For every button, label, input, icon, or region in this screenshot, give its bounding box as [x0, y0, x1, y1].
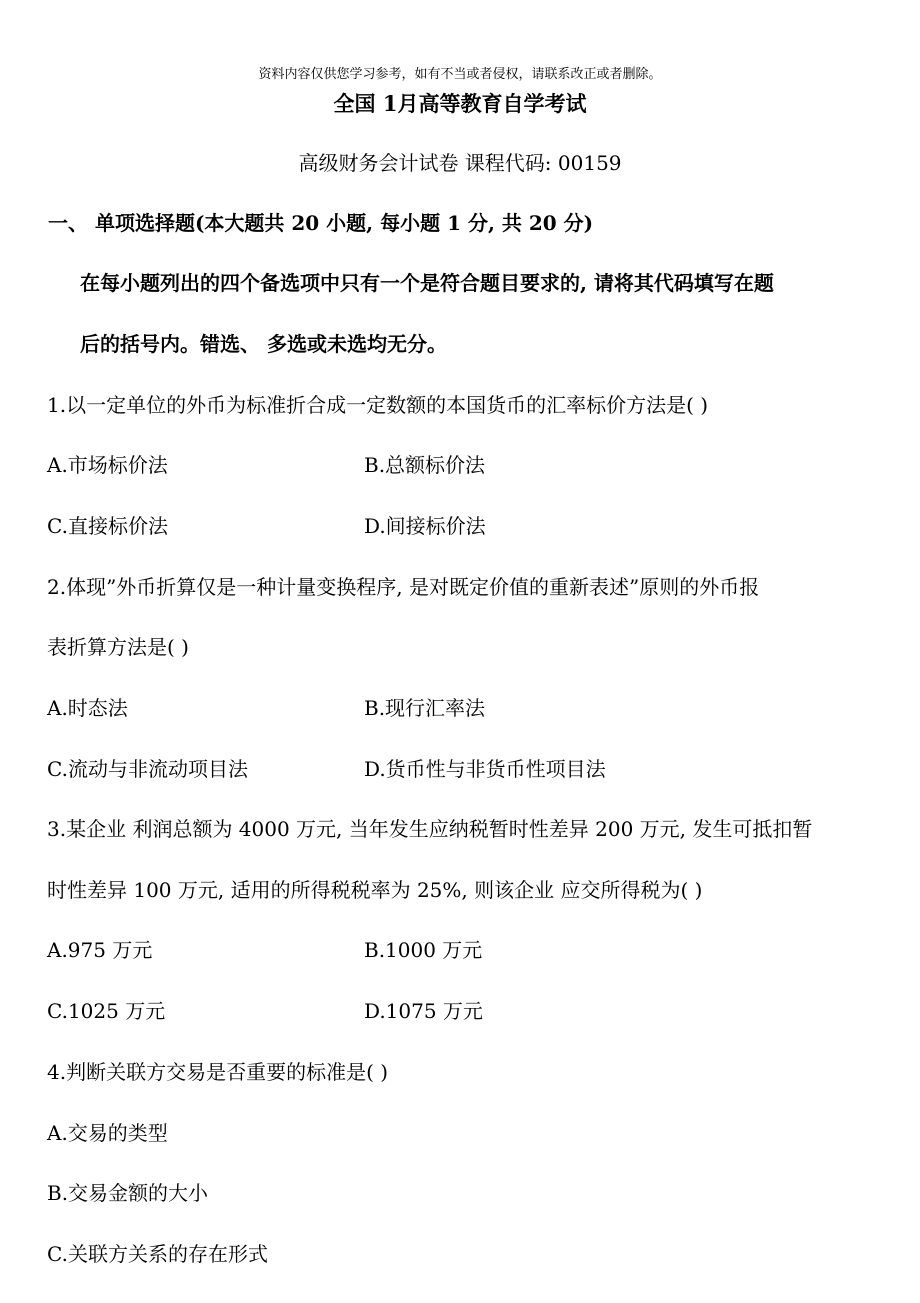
question-3-option-a: A.975 万元	[47, 938, 153, 962]
question-3-stem-line1: 3.某企业 利润总额为 4000 万元, 当年发生应纳税暂时性差异 200 万元, 发生可抵扣暂	[47, 817, 813, 841]
question-2-stem-line1: 2.体现”外币折算仅是一种计量变换程序, 是对既定价值的重新表述”原则的外币报	[47, 575, 760, 599]
exam-subtitle: 高级财务会计试卷 课程代码: 00159	[298, 151, 622, 175]
question-2-option-a: A.时态法	[47, 696, 128, 720]
question-2-option-c: C.流动与非流动项目法	[47, 757, 248, 781]
question-2-option-d: D.货币性与非货币性项目法	[364, 757, 606, 781]
question-1-option-c: C.直接标价法	[47, 514, 168, 538]
question-4-stem: 4.判断关联方交易是否重要的标准是( )	[47, 1060, 389, 1084]
question-3-option-b: B.1000 万元	[364, 938, 483, 962]
section-heading: 一、 单项选择题(本大题共 20 小题, 每小题 1 分, 共 20 分)	[48, 211, 594, 235]
question-2-option-b: B.现行汇率法	[364, 696, 486, 720]
section-instruction-line1: 在每小题列出的四个备选项中只有一个是符合题目要求的, 请将其代码填写在题	[80, 271, 774, 295]
question-1-option-b: B.总额标价法	[364, 453, 486, 477]
question-1-stem: 1.以一定单位的外币为标准折合成一定数额的本国货币的汇率标价方法是( )	[47, 393, 709, 417]
question-3-stem-line2: 时性差异 100 万元, 适用的所得税税率为 25%, 则该企业 应交所得税为( )	[47, 878, 703, 902]
question-4-option-c: C.关联方关系的存在形式	[47, 1242, 268, 1266]
copyright-notice: 资料内容仅供您学习参考，如有不当或者侵权，请联系改正或者删除。	[258, 67, 662, 82]
section-instruction-line2: 后的括号内。错选、 多选或未选均无分。	[80, 332, 447, 356]
exam-title: 全国 1月高等教育自学考试	[333, 91, 587, 116]
question-3-option-c: C.1025 万元	[47, 999, 166, 1023]
question-4-option-b: B.交易金额的大小	[47, 1181, 209, 1205]
question-2-stem-line2: 表折算方法是( )	[47, 635, 189, 659]
question-1-option-a: A.市场标价法	[47, 453, 168, 477]
question-1-option-d: D.间接标价法	[364, 514, 486, 538]
question-3-option-d: D.1075 万元	[364, 999, 483, 1023]
question-4-option-a: A.交易的类型	[47, 1121, 168, 1145]
